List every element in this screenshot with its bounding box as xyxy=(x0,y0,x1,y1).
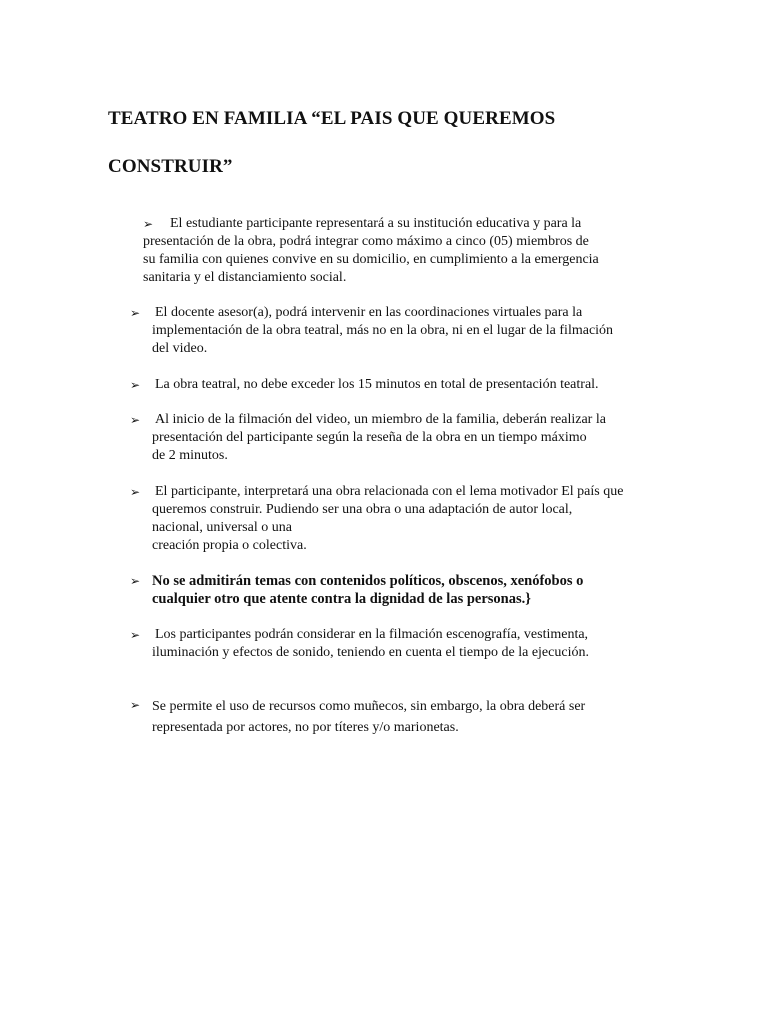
bullet-arrow-icon: ➢ xyxy=(130,698,141,712)
bullet-line: cualquier otro que atente contra la dignidad de las personas.} xyxy=(152,591,531,607)
bullet-arrow-icon: ➢ xyxy=(130,485,141,499)
bullet-line: No se admitirán temas con contenidos políticos, obscenos, xenófobos o xyxy=(152,573,584,589)
document-title-line-2: CONSTRUIR” xyxy=(108,156,233,177)
bullet-item-1 xyxy=(143,215,599,287)
bullet-line: Se permite el uso de recursos como muñecos, sin embargo, la obra deberá ser xyxy=(152,699,586,714)
bullet-arrow-icon: ➢ xyxy=(130,413,141,427)
bullet-line: implementación de la obra teatral, más no en la obra, ni en el lugar de la filmación xyxy=(152,323,614,338)
bullet-line: Al inicio de la filmación del video, un miembro de la familia, deberán realizar la xyxy=(155,412,606,427)
bullet-line: su familia con quienes convive en su domicilio, en cumplimiento a la emergencia xyxy=(143,252,599,267)
bullet-line: El participante, interpretará una obra relacionada con el lema motivador El país que xyxy=(155,484,624,499)
bullet-arrow-icon: ➢ xyxy=(130,628,141,642)
bullet-line: El docente asesor(a), podrá intervenir en las coordinaciones virtuales para la xyxy=(155,305,583,320)
bullet-line: Los participantes podrán considerar en la filmación escenografía, vestimenta, xyxy=(155,627,589,642)
bullet-line: iluminación y efectos de sonido, teniendo en cuenta el tiempo de la ejecución. xyxy=(152,645,589,660)
bullet-item-5 xyxy=(152,483,623,555)
bullet-line: creación propia o colectiva. xyxy=(152,538,307,553)
bullet-item-7 xyxy=(152,626,589,662)
bullet-arrow-icon: ➢ xyxy=(130,306,141,320)
bullet-item-2 xyxy=(152,304,613,358)
bullet-line: El estudiante participante representará a su institución educativa y para la xyxy=(170,216,582,231)
bullet-arrow-icon: ➢ xyxy=(130,378,141,392)
bullet-item-6 xyxy=(152,572,583,608)
bullet-line: del video. xyxy=(152,341,208,356)
bullet-line: La obra teatral, no debe exceder los 15 minutos en total de presentación teatral. xyxy=(155,377,599,392)
bullet-line: sanitaria y el distanciamiento social. xyxy=(143,270,347,285)
bullet-arrow-icon: ➢ xyxy=(143,217,154,231)
bullet-line: representada por actores, no por títeres y/o marionetas. xyxy=(152,720,459,735)
bullet-arrow-icon: ➢ xyxy=(130,574,141,588)
bullet-item-3 xyxy=(152,376,599,394)
bullet-line: presentación del participante según la reseña de la obra en un tiempo máximo xyxy=(152,430,587,445)
bullet-line: queremos construir. Pudiendo ser una obra o una adaptación de autor local, xyxy=(152,502,573,517)
bullet-item-4 xyxy=(152,411,606,465)
bullet-item-8 xyxy=(152,696,585,738)
bullet-line: de 2 minutos. xyxy=(152,448,228,463)
bullet-line: nacional, universal o una xyxy=(152,520,292,535)
document-title-line-1: TEATRO EN FAMILIA “EL PAIS QUE QUEREMOS xyxy=(108,108,556,129)
bullet-line: presentación de la obra, podrá integrar como máximo a cinco (05) miembros de xyxy=(143,234,589,249)
